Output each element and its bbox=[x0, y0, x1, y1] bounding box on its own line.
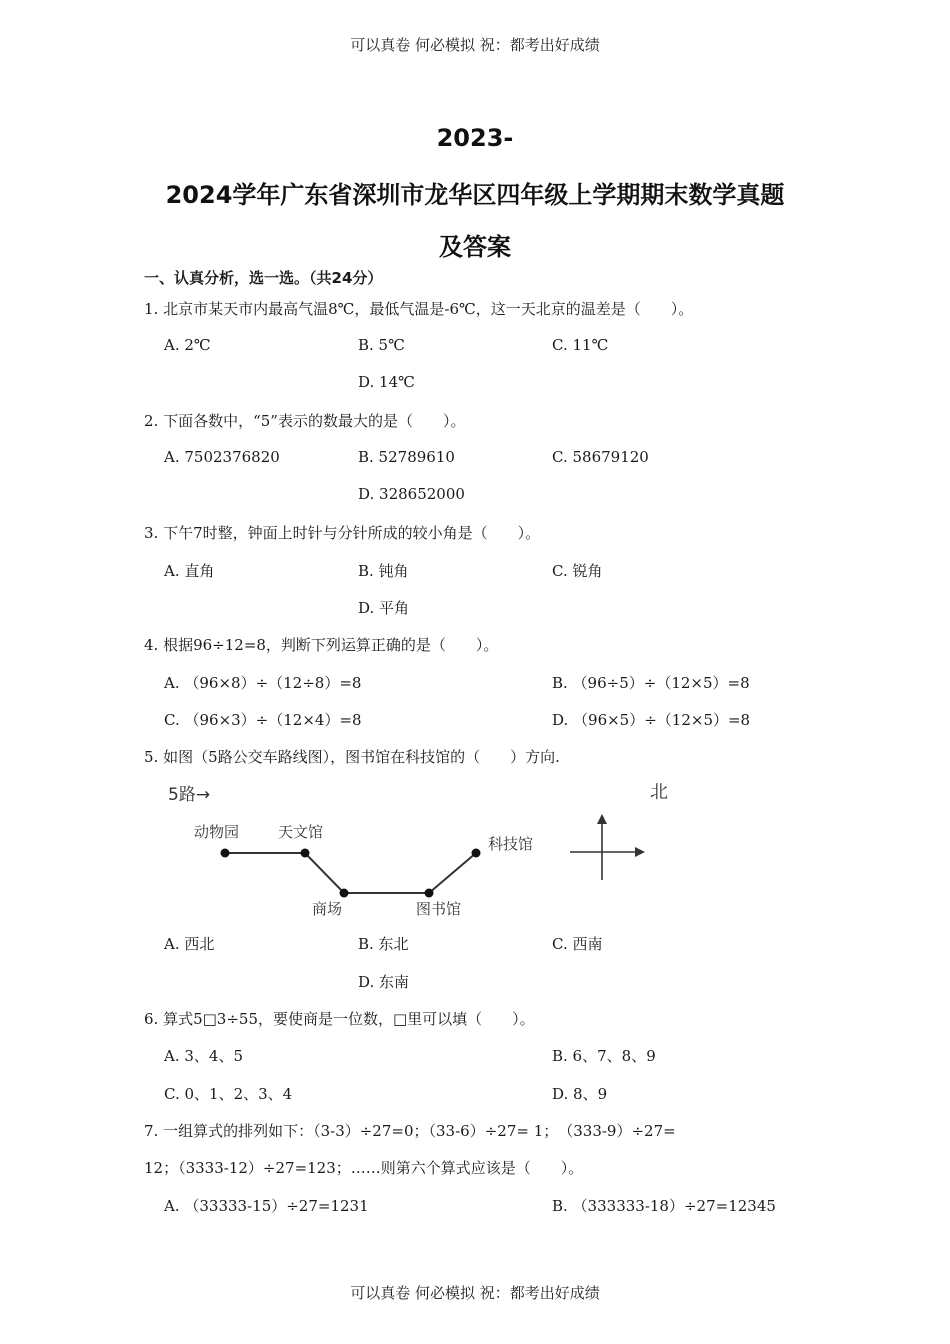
stop-mall bbox=[340, 889, 349, 898]
q5-option-a: A. 西北 bbox=[164, 935, 215, 953]
q7-option-a: A. （33333-15）÷27=1231 bbox=[164, 1197, 369, 1215]
route-line bbox=[225, 853, 476, 893]
label-observatory: 天文馆 bbox=[278, 823, 324, 841]
q4-option-b: B. （96÷5）÷（12×5）=8 bbox=[552, 674, 750, 692]
label-mall: 商场 bbox=[312, 900, 343, 918]
q2-option-b: B. 52789610 bbox=[358, 448, 455, 466]
q1-option-b: B. 5℃ bbox=[358, 336, 405, 354]
q6-option-a: A. 3、4、5 bbox=[164, 1047, 243, 1065]
label-zoo: 动物园 bbox=[194, 823, 240, 841]
q6-option-d: D. 8、9 bbox=[552, 1085, 608, 1103]
stop-science bbox=[472, 849, 481, 858]
compass-east-arrow bbox=[635, 847, 645, 857]
page-header: 可以真卷 何必模拟 祝：都考出好成绩 bbox=[350, 36, 600, 54]
question-4: 4. 根据96÷12=8，判断下列运算正确的是（ ）。 bbox=[144, 636, 499, 654]
title-line-2: 2024学年广东省深圳市龙华区四年级上学期期末数学真题 bbox=[165, 181, 785, 209]
route-label: 5路→ bbox=[168, 785, 211, 805]
q2-option-a: A. 7502376820 bbox=[164, 448, 280, 466]
q1-option-d: D. 14℃ bbox=[358, 373, 415, 391]
stop-library bbox=[425, 889, 434, 898]
q2-option-d: D. 328652000 bbox=[358, 485, 465, 503]
question-6: 6. 算式5□3÷55，要使商是一位数，□里可以填（ ）。 bbox=[144, 1010, 535, 1028]
q3-option-c: C. 锐角 bbox=[552, 562, 603, 580]
q3-option-d: D. 平角 bbox=[358, 599, 410, 617]
q3-option-a: A. 直角 bbox=[164, 562, 215, 580]
q6-option-c: C. 0、1、2、3、4 bbox=[164, 1085, 293, 1103]
question-3: 3. 下午7时整，钟面上时针与分针所成的较小角是（ ）。 bbox=[144, 524, 541, 542]
q6-option-b: B. 6、7、8、9 bbox=[552, 1047, 656, 1065]
title-line-1: 2023- bbox=[436, 124, 514, 152]
q3-option-b: B. 钝角 bbox=[358, 562, 409, 580]
bus-route-map bbox=[160, 776, 700, 926]
q2-option-c: C. 58679120 bbox=[552, 448, 649, 466]
stop-observatory bbox=[301, 849, 310, 858]
question-2: 2. 下面各数中，“5”表示的数最大的是（ ）。 bbox=[144, 412, 466, 430]
question-5: 5. 如图（5路公交车路线图），图书馆在科技馆的（ ）方向. bbox=[144, 748, 560, 766]
q4-option-a: A. （96×8）÷（12÷8）=8 bbox=[164, 674, 362, 692]
title-line-3: 及答案 bbox=[439, 233, 511, 261]
q4-option-c: C. （96×3）÷（12×4）=8 bbox=[164, 711, 362, 729]
q1-option-a: A. 2℃ bbox=[164, 336, 211, 354]
stop-zoo bbox=[221, 849, 230, 858]
q7-option-b: B. （333333-18）÷27=12345 bbox=[552, 1197, 776, 1215]
label-science: 科技馆 bbox=[488, 835, 534, 853]
page-footer: 可以真卷 何必模拟 祝：都考出好成绩 bbox=[350, 1284, 600, 1302]
q5-option-c: C. 西南 bbox=[552, 935, 603, 953]
q1-option-c: C. 11℃ bbox=[552, 336, 609, 354]
q5-option-b: B. 东北 bbox=[358, 935, 409, 953]
question-7: 7. 一组算式的排列如下：（3-3）÷27=0；（33-6）÷27= 1； （333-9）÷27= bbox=[144, 1122, 676, 1140]
north-label: 北 bbox=[650, 782, 668, 803]
label-library: 图书馆 bbox=[416, 900, 462, 918]
section-heading: 一、认真分析，选一选。（共24分） bbox=[144, 269, 383, 287]
q4-option-d: D. （96×5）÷（12×5）=8 bbox=[552, 711, 751, 729]
question-1: 1. 北京市某天市内最高气温8℃，最低气温是-6℃，这一天北京的温差是（ ）。 bbox=[144, 300, 694, 318]
question-7-continued: 12；（3333-12）÷27=123；……则第六个算式应该是（ ）。 bbox=[144, 1159, 584, 1177]
compass-north-arrow bbox=[597, 814, 607, 824]
q5-option-d: D. 东南 bbox=[358, 973, 410, 991]
